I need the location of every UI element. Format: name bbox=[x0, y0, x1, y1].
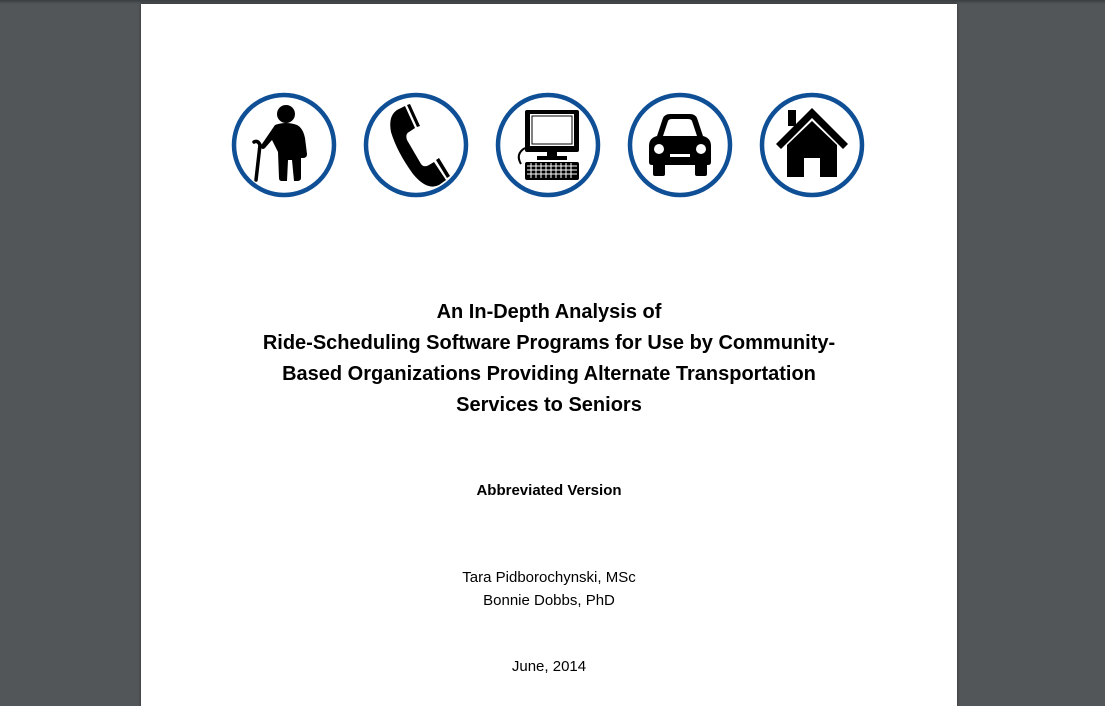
title-line: Ride-Scheduling Software Programs for Use by Community- bbox=[262, 332, 836, 354]
title-line: Based Organizations Providing Alternate Transportation bbox=[282, 363, 816, 385]
car-icon bbox=[627, 92, 733, 198]
document-subtitle: Abbreviated Version bbox=[476, 482, 622, 499]
title-line: Services to Seniors bbox=[456, 394, 642, 416]
author-list bbox=[141, 566, 957, 612]
author-name: Bonnie Dobbs, PhD bbox=[483, 592, 615, 609]
publication-date: June, 2014 bbox=[511, 658, 587, 675]
house-icon bbox=[759, 92, 865, 198]
document-title bbox=[141, 297, 957, 421]
title-line: An In-Depth Analysis of bbox=[436, 301, 662, 323]
document-page bbox=[141, 4, 957, 706]
author-name: Tara Pidborochynski, MSc bbox=[462, 569, 636, 586]
cover-icon-row bbox=[231, 92, 867, 202]
computer-icon bbox=[495, 92, 601, 198]
elderly-person-icon bbox=[231, 92, 337, 198]
telephone-icon bbox=[363, 92, 469, 198]
